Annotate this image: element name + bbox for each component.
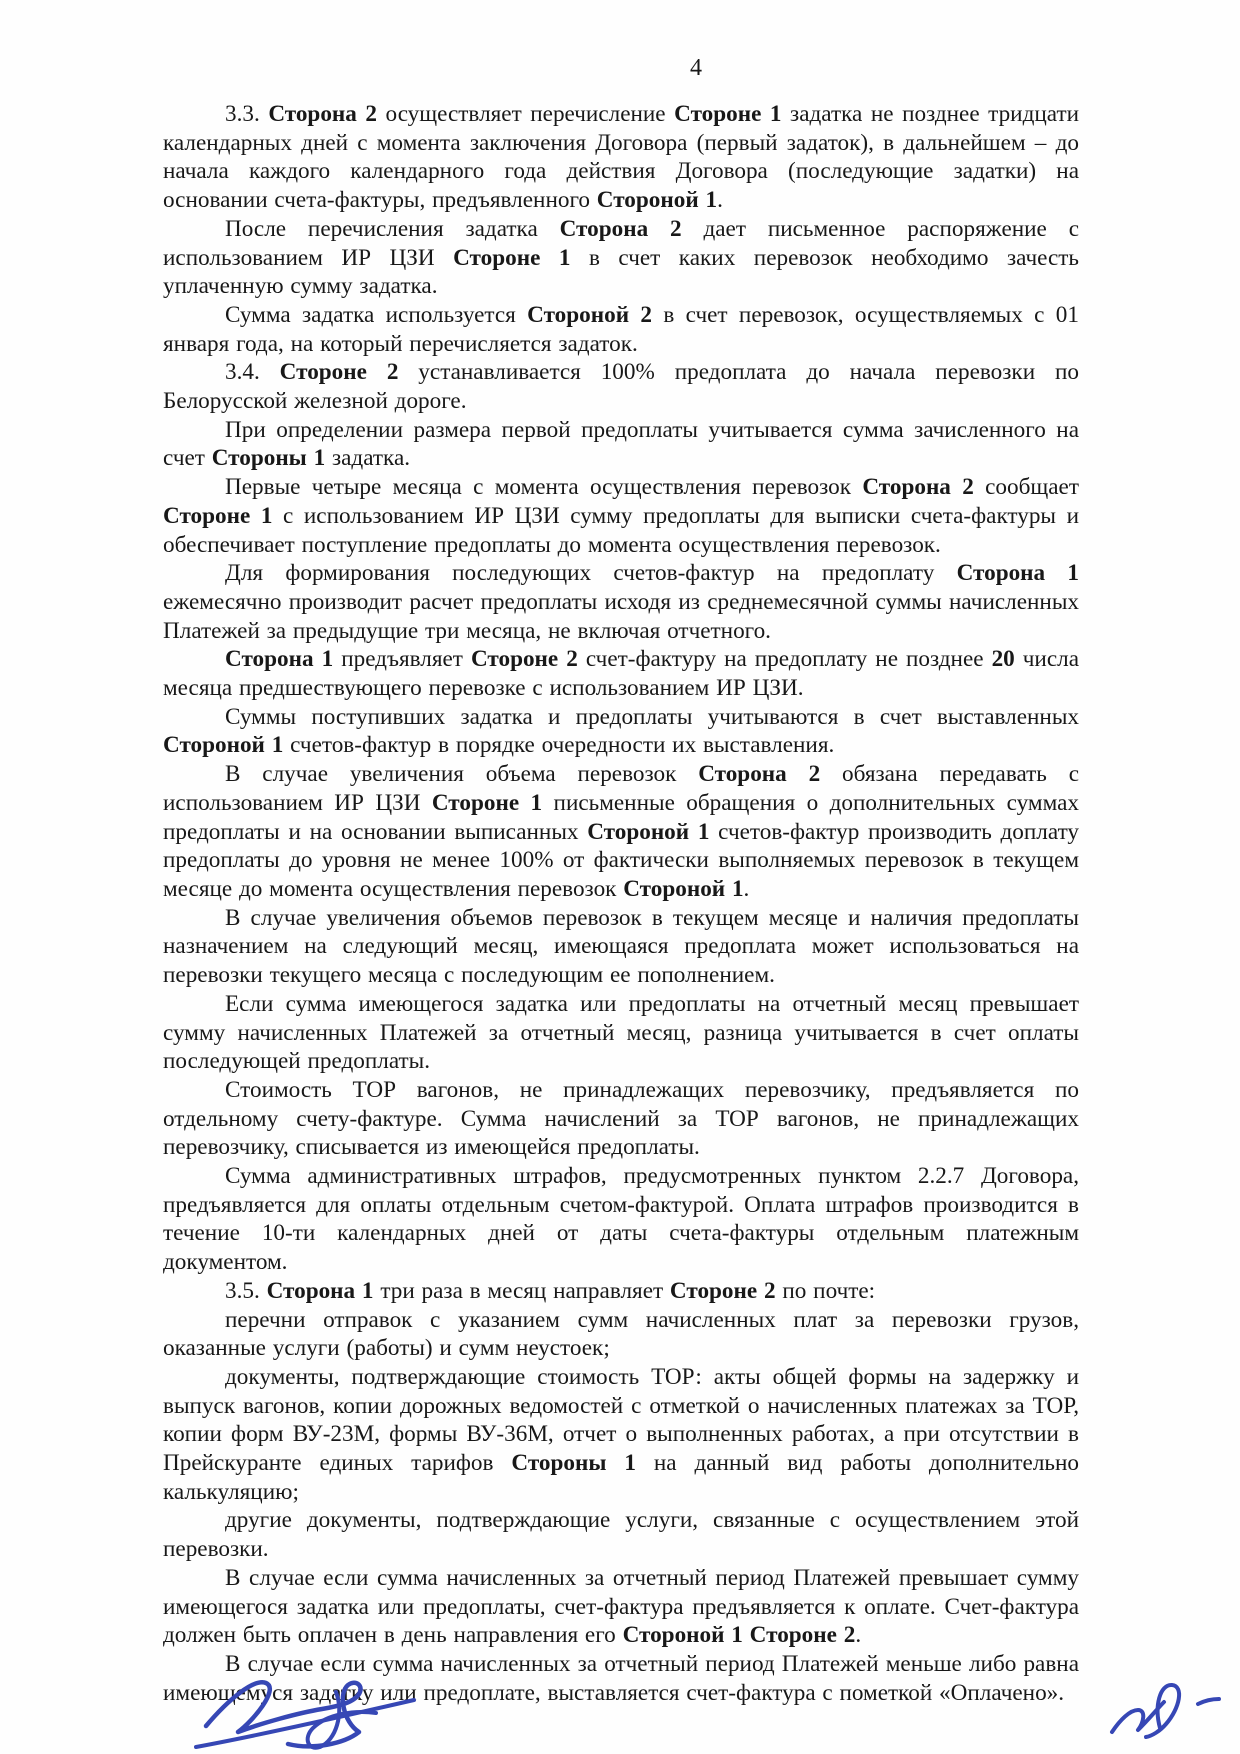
paragraph — [163, 1650, 1079, 1707]
text-run: Если сумма имеющегося задатка или предоплаты на отчетный месяц превышает сумму начисленных Платежей за отчетный месяц, разница учитывается в счет оплаты последующей предоплаты. — [163, 990, 1079, 1075]
bold-text-run: Стороне 2 — [470, 646, 578, 673]
paragraph — [163, 645, 1079, 702]
text-run: В случае если сумма начисленных за отчетный период Платежей превышает сумму имеющегося задатка или предоплаты, счет-фактура предъявляется к оплате. Счет-фактура должен быть оплачен в день направления его — [163, 1564, 1079, 1649]
paragraph — [163, 301, 1079, 358]
bold-text-run: Стороне 1 — [674, 101, 782, 127]
bold-text-run: Сторона 2 — [559, 215, 682, 242]
text-run: Для формирования последующих счетов-фактур на предоплату — [225, 560, 957, 587]
paragraph — [163, 760, 1079, 904]
text-run: Суммы поступивших задатка и предоплаты учитываются в счет выставленных — [225, 703, 1079, 730]
bold-text-run: Стороной 1 — [623, 875, 744, 902]
bold-text-run: Стороной 1 — [587, 818, 710, 845]
bold-text-run: Сторона 2 — [862, 474, 974, 501]
paragraph — [163, 559, 1079, 645]
bold-text-run: Стороне 2 — [279, 359, 399, 386]
text-run: Сумма административных штрафов, предусмотренных пунктом 2.2.7 Договора, предъявляется для оплаты отдельным счетом-фактурой. Оплата штрафов производится в течение 10-ти календарных дней от даты счета-фактуры отдельным платежным документом. — [163, 1163, 1079, 1276]
text-run: счетов-фактур в порядке очередности их выставления. — [283, 732, 835, 759]
paragraph — [163, 100, 1079, 215]
paragraph — [163, 416, 1079, 473]
paragraph — [163, 1162, 1079, 1277]
text-run: предъявляет — [333, 646, 471, 673]
text-run: документы, подтверждающие стоимость ТОР: акты общей формы на задержку и выпуск вагонов, копии дорожных ведомостей с отметкой о начисленных платежах за ТОР, копии форм ВУ-23М, формы ВУ-36М, отчет о выполненных работах, а при отсутствии в Прейскуранте единых тарифов — [163, 1363, 1079, 1477]
bold-text-run: Стороне 1 — [163, 502, 273, 529]
bold-text-run: Сторона 2 — [698, 761, 821, 788]
text-run: в счет перевозок, осуществляемых с 01 января года, на который перечисляется задаток. — [163, 301, 1079, 357]
text-run: . — [743, 875, 750, 902]
paragraph — [163, 358, 1079, 415]
text-run: . — [855, 1622, 862, 1649]
text-run: другие документы, подтверждающие услуги, связанные с осуществлением этой перевозки. — [163, 1507, 1079, 1563]
paragraph — [163, 990, 1079, 1076]
bold-text-run: Сторона 1 — [266, 1277, 374, 1304]
text-run: счет-фактуру на предоплату не позднее — [577, 646, 992, 673]
text-run: письменные обращения о дополнительных суммах предоплаты и на основании выписанных — [163, 789, 1079, 845]
text-run: осуществляет перечисление — [377, 101, 675, 127]
bold-text-run: Стороны 1 — [511, 1450, 636, 1477]
bold-text-run: 20 — [991, 646, 1015, 673]
text-run: При определении размера первой предоплаты учитывается сумма зачисленного на счет — [163, 416, 1079, 472]
text-run: После перечисления задатка — [225, 215, 560, 242]
bold-text-run: Стороной 1 — [596, 187, 718, 214]
paragraph — [163, 1277, 1079, 1306]
bold-text-run: Стороной 1 Стороне 2 — [622, 1622, 856, 1649]
text-run: счетов-фактур производить доплату предоплаты до уровня не менее 100% от фактически выполняемых перевозок в текущем месяце до момента осуществления перевозок — [163, 818, 1079, 902]
text-run: на данный вид работы дополнительно калькуляцию; — [163, 1450, 1079, 1505]
text-run: по почте: — [775, 1277, 876, 1304]
text-run: три раза в месяц направляет — [373, 1277, 670, 1304]
paragraph — [163, 703, 1079, 760]
paragraph — [163, 1306, 1079, 1363]
text-run: задатка не позднее тридцати календарных дней с момента заключения Договора (первый задаток), в дальнейшем – до начала каждого календарного года действия Договора (последующие задатки) на основании счета-фактуры, предъявленного — [163, 101, 1080, 214]
text-run: ежемесячно производит расчет предоплаты исходя из среднемесячной суммы начисленных Платежей за предыдущие три месяца, не включая отчетного. — [163, 588, 1079, 644]
text-run: В случае увеличения объема перевозок — [225, 761, 699, 788]
bold-text-run: Сторона 1 — [956, 560, 1080, 587]
text-run: дает письменное распоряжение с использованием ИР ЦЗИ — [163, 215, 1079, 271]
paragraph — [163, 1076, 1079, 1162]
bold-text-run: Стороной 1 — [163, 732, 284, 759]
bold-text-run: Стороны 1 — [211, 445, 326, 472]
paragraph — [163, 215, 1079, 301]
text-run: задатка. — [325, 445, 411, 472]
paragraph — [163, 473, 1079, 559]
bold-text-run: Сторона 2 — [268, 101, 377, 127]
paragraph — [163, 1506, 1079, 1563]
text-run: числа месяца предшествующего перевозке с использованием ИР ЦЗИ. — [163, 646, 1079, 702]
text-run: с использованием ИР ЦЗИ сумму предоплаты для выписки счета-фактуры и обеспечивает поступление предоплаты до момента осуществления перевозок. — [163, 502, 1079, 558]
text-run: 3.3. — [225, 101, 269, 127]
document-body — [163, 100, 1079, 1707]
text-run: обязана передавать с использованием ИР ЦЗИ — [163, 761, 1079, 816]
text-run: перечни отправок с указанием сумм начисленных плат за перевозки грузов, оказанные услуги (работы) и сумм неустоек; — [163, 1306, 1079, 1362]
bold-text-run: Стороне 1 — [431, 789, 543, 816]
text-run: устанавливается 100% предоплата до начала перевозки по Белорусской железной дороге. — [163, 359, 1079, 415]
text-run: . — [717, 187, 723, 214]
paragraph — [163, 1363, 1079, 1507]
bold-text-run: Стороне 2 — [669, 1277, 776, 1304]
paragraph — [163, 1564, 1079, 1650]
text-run: В случае увеличения объемов перевозок в текущем месяце и наличия предоплаты назначением на следующий месяц, имеющаяся предоплата может использоваться на перевозки текущего месяца с последующим ее пополнением. — [163, 904, 1079, 989]
bold-text-run: Стороной 2 — [527, 301, 653, 328]
text-run: Стоимость ТОР вагонов, не принадлежащих перевозчику, предъявляется по отдельному счету-фактуре. Сумма начислений за ТОР вагонов, не принадлежащих перевозчику, списывается из имеющейся предоплаты. — [163, 1076, 1079, 1161]
text-run: В случае если сумма начисленных за отчетный период Платежей меньше либо равна имеющемуся задатку или предоплате, выставляется счет-фактура с пометкой «Оплачено». — [163, 1650, 1079, 1706]
text-run: 3.4. — [225, 359, 280, 386]
signature-right-ink — [1102, 1676, 1222, 1746]
bold-text-run: Стороне 1 — [453, 244, 571, 271]
text-run: сообщает — [973, 474, 1079, 501]
page-number: 4 — [690, 55, 702, 81]
text-run: Первые четыре месяца с момента осуществления перевозок — [225, 474, 863, 501]
text-run: Сумма задатка используется — [225, 301, 528, 328]
bold-text-run: Сторона 1 — [225, 646, 334, 673]
paragraph — [163, 904, 1079, 990]
text-run: 3.5. — [225, 1277, 267, 1304]
text-run: в счет каких перевозок необходимо зачесть уплаченную сумму задатка. — [163, 244, 1079, 300]
